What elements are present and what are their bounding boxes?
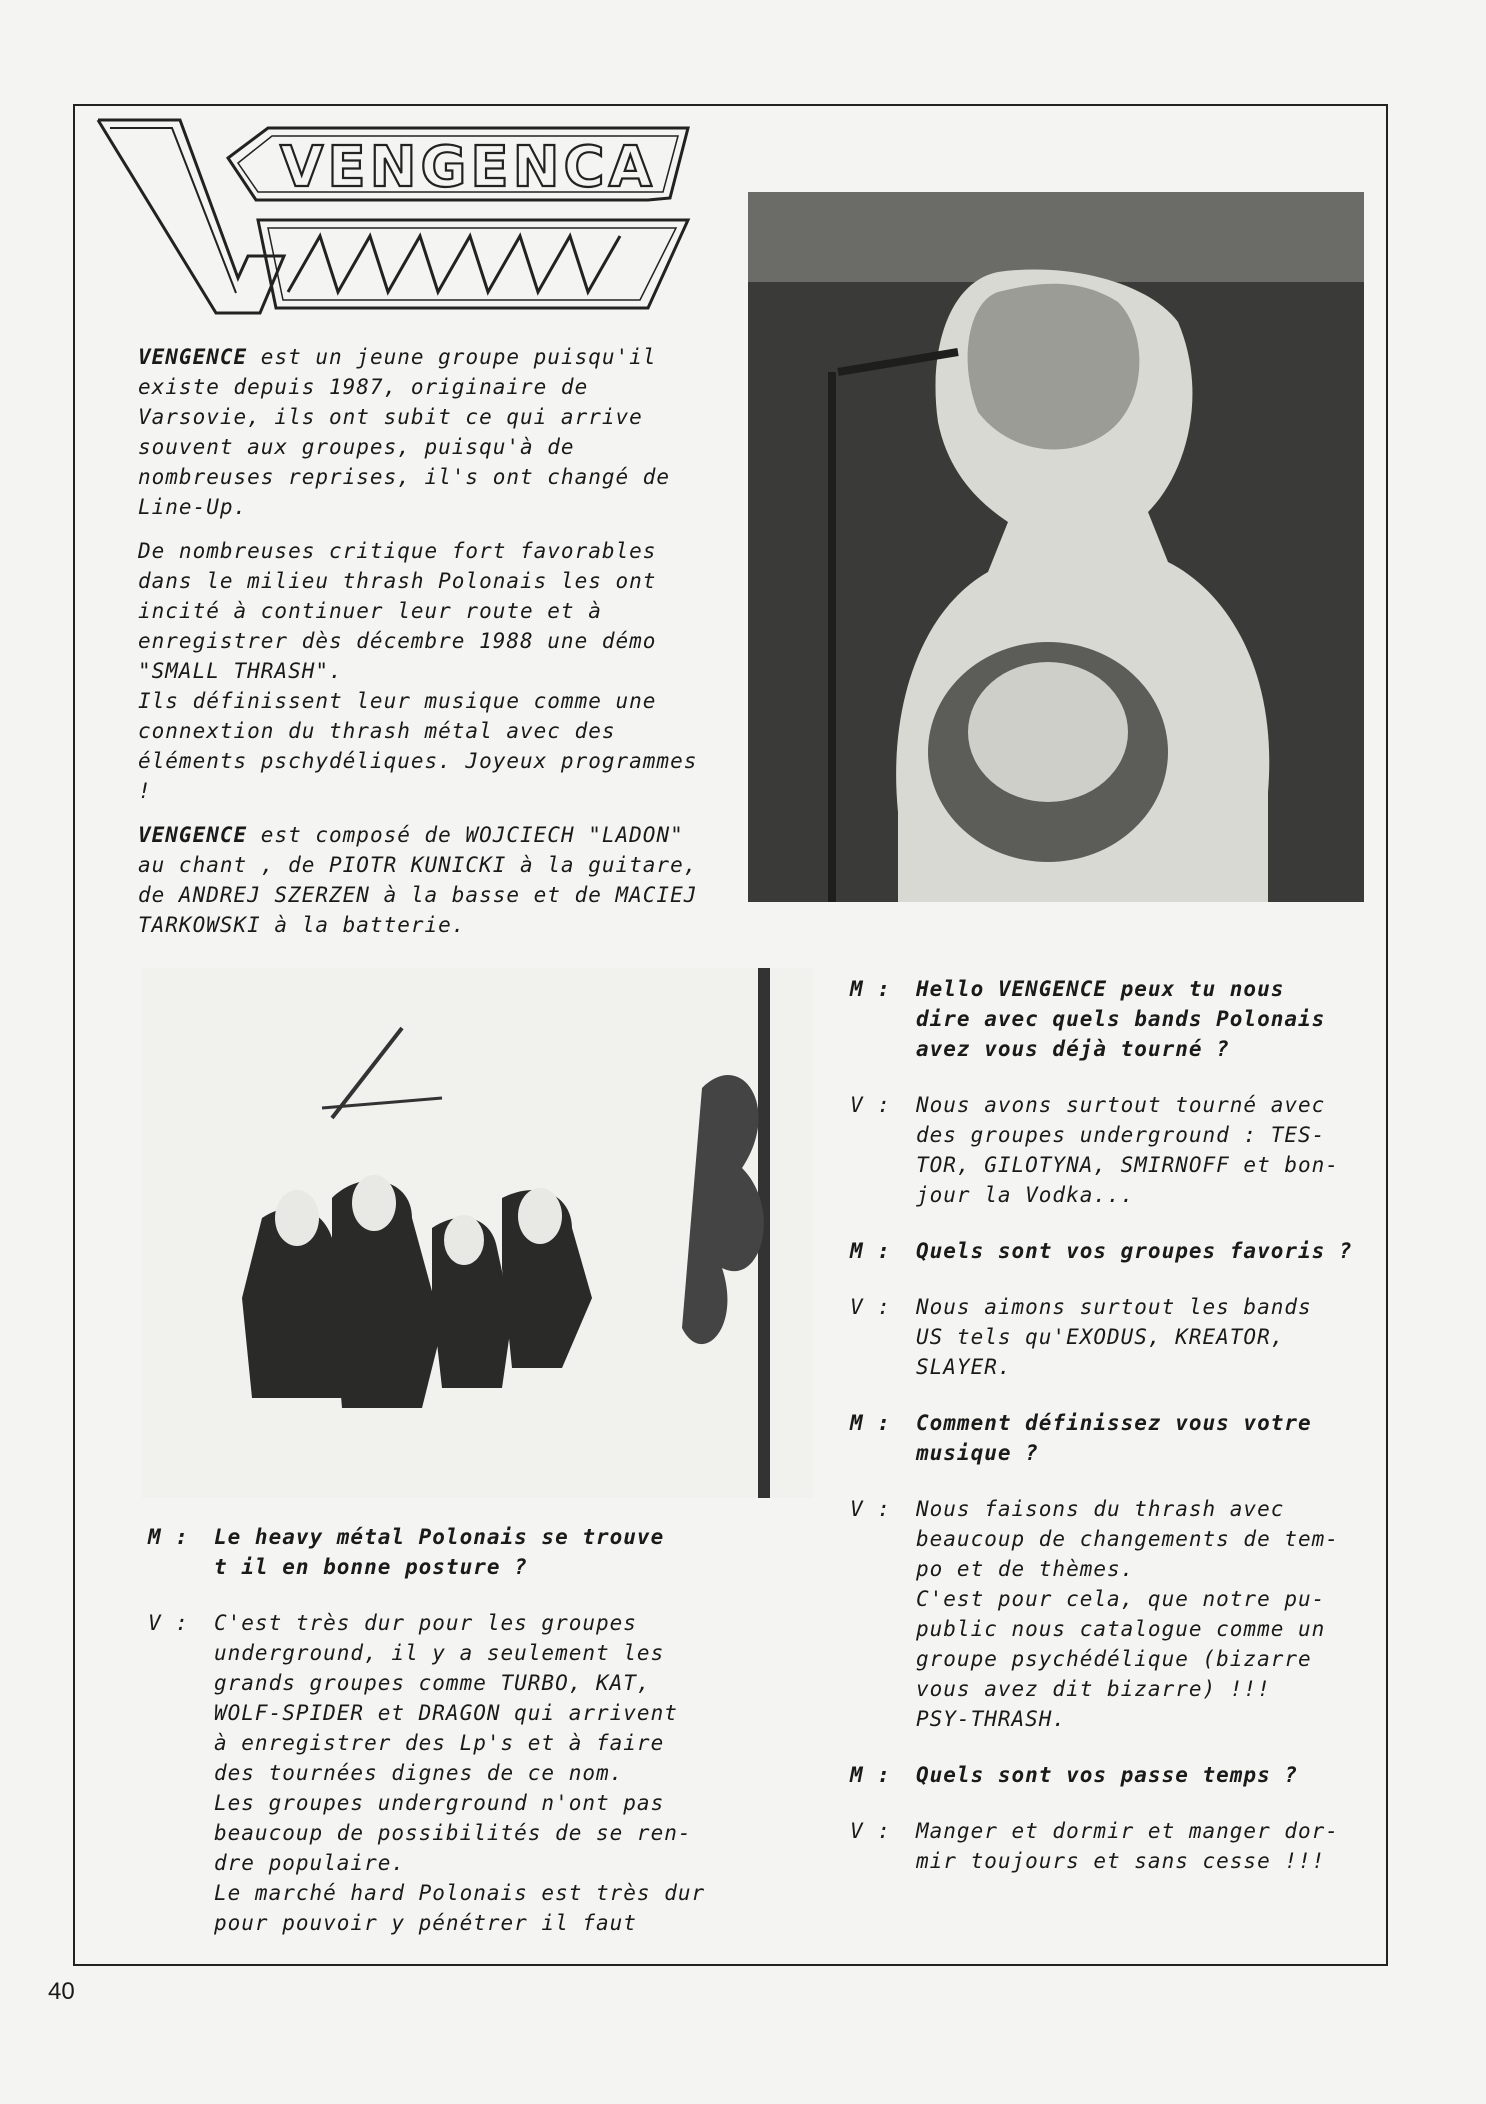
- speaker-label: V :: [850, 1819, 891, 1843]
- speaker-label: V :: [148, 1611, 189, 1635]
- band-name: VENGENCE: [138, 823, 248, 847]
- band-logo: [88, 108, 700, 323]
- speaker-label: M :: [850, 977, 891, 1001]
- band-photo: [142, 968, 814, 1498]
- qa-item: [850, 1236, 1370, 1266]
- qa-item: [148, 1608, 758, 1938]
- question-text: Quels sont vos passe temps ?: [916, 1763, 1299, 1787]
- answer-text: C'est très dur pour les groupes underground, il y a seulement les grands groupes comme TURBO, KAT, WOLF-SPIDER et DRAGON qui arrivent à enregistrer des Lp's et à faire des tournées dignes de ce nom. Les groupes underground n'ont pas beaucoup de possibilités de se ren- dre populaire. Le marché hard Polonais est très dur pour pouvoir y pénétrer il faut: [214, 1611, 706, 1935]
- qa-item: [850, 974, 1370, 1064]
- intro-text: [138, 342, 698, 954]
- qa-item: [850, 1494, 1370, 1734]
- interview-left: [148, 1522, 758, 1964]
- qa-item: [850, 1292, 1370, 1382]
- qa-item: [148, 1522, 758, 1582]
- speaker-label: V :: [850, 1497, 891, 1521]
- intro-paragraph-3: Ils définissent leur musique comme une connextion du thrash métal avec des éléments pschydéliques. Joyeux programmes !: [138, 689, 698, 803]
- qa-item: [850, 1090, 1370, 1210]
- intro-paragraph-2: De nombreuses critique fort favorables dans le milieu thrash Polonais les ont incité à continuer leur route et à enregistrer dès décembre 1988 une démo "SMALL THRASH".: [138, 539, 657, 683]
- qa-item: [850, 1816, 1370, 1876]
- qa-item: [850, 1760, 1370, 1790]
- svg-text:VENGENCA: VENGENCA: [280, 135, 656, 200]
- answer-text: Nous faisons du thrash avec beaucoup de changements de tem- po et de thèmes. C'est pour cela, que notre pu- public nous catalogue comme un groupe psychédélique (bizarre vous avez dit bizarre) !!! PSY-THRASH.: [916, 1497, 1339, 1731]
- speaker-label: V :: [850, 1295, 891, 1319]
- speaker-label: M :: [850, 1763, 891, 1787]
- question-text: Le heavy métal Polonais se trouve t il en bonne posture ?: [214, 1525, 665, 1579]
- speaker-label: M :: [850, 1239, 891, 1263]
- speaker-label: M :: [850, 1411, 891, 1435]
- qa-item: [850, 1408, 1370, 1468]
- band-name: VENGENCE: [138, 345, 248, 369]
- page-number: 40: [48, 1978, 75, 2005]
- answer-text: Nous avons surtout tourné avec des groupes underground : TES- TOR, GILOTYNA, SMIRNOFF et bon- jour la Vodka...: [916, 1093, 1339, 1207]
- question-text: Comment définissez vous votre musique ?: [916, 1411, 1312, 1465]
- answer-text: Manger et dormir et manger dor- mir toujours et sans cesse !!!: [916, 1819, 1339, 1873]
- singer-photo: [748, 192, 1364, 902]
- question-text: Hello VENGENCE peux tu nous dire avec quels bands Polonais avez vous déjà tourné ?: [916, 977, 1326, 1061]
- intro-paragraph-1: VENGENCE est un jeune groupe puisqu'il existe depuis 1987, originaire de Varsovie, ils ont subit ce qui arrive souvent aux groupes, puisqu'à de nombreuses reprises, il's ont changé de Line-Up.: [138, 345, 671, 519]
- interview-right: [850, 974, 1370, 1902]
- answer-text: Nous aimons surtout les bands US tels qu'EXODUS, KREATOR, SLAYER.: [916, 1295, 1312, 1379]
- speaker-label: V :: [850, 1093, 891, 1117]
- speaker-label: M :: [148, 1525, 189, 1549]
- intro-paragraph-4: VENGENCE est composé de WOJCIECH "LADON" au chant , de PIOTR KUNICKI à la guitare, de ANDREJ SZERZEN à la basse et de MACIEJ TARKOWSKI à la batterie.: [138, 823, 698, 937]
- question-text: Quels sont vos groupes favoris ?: [916, 1239, 1353, 1263]
